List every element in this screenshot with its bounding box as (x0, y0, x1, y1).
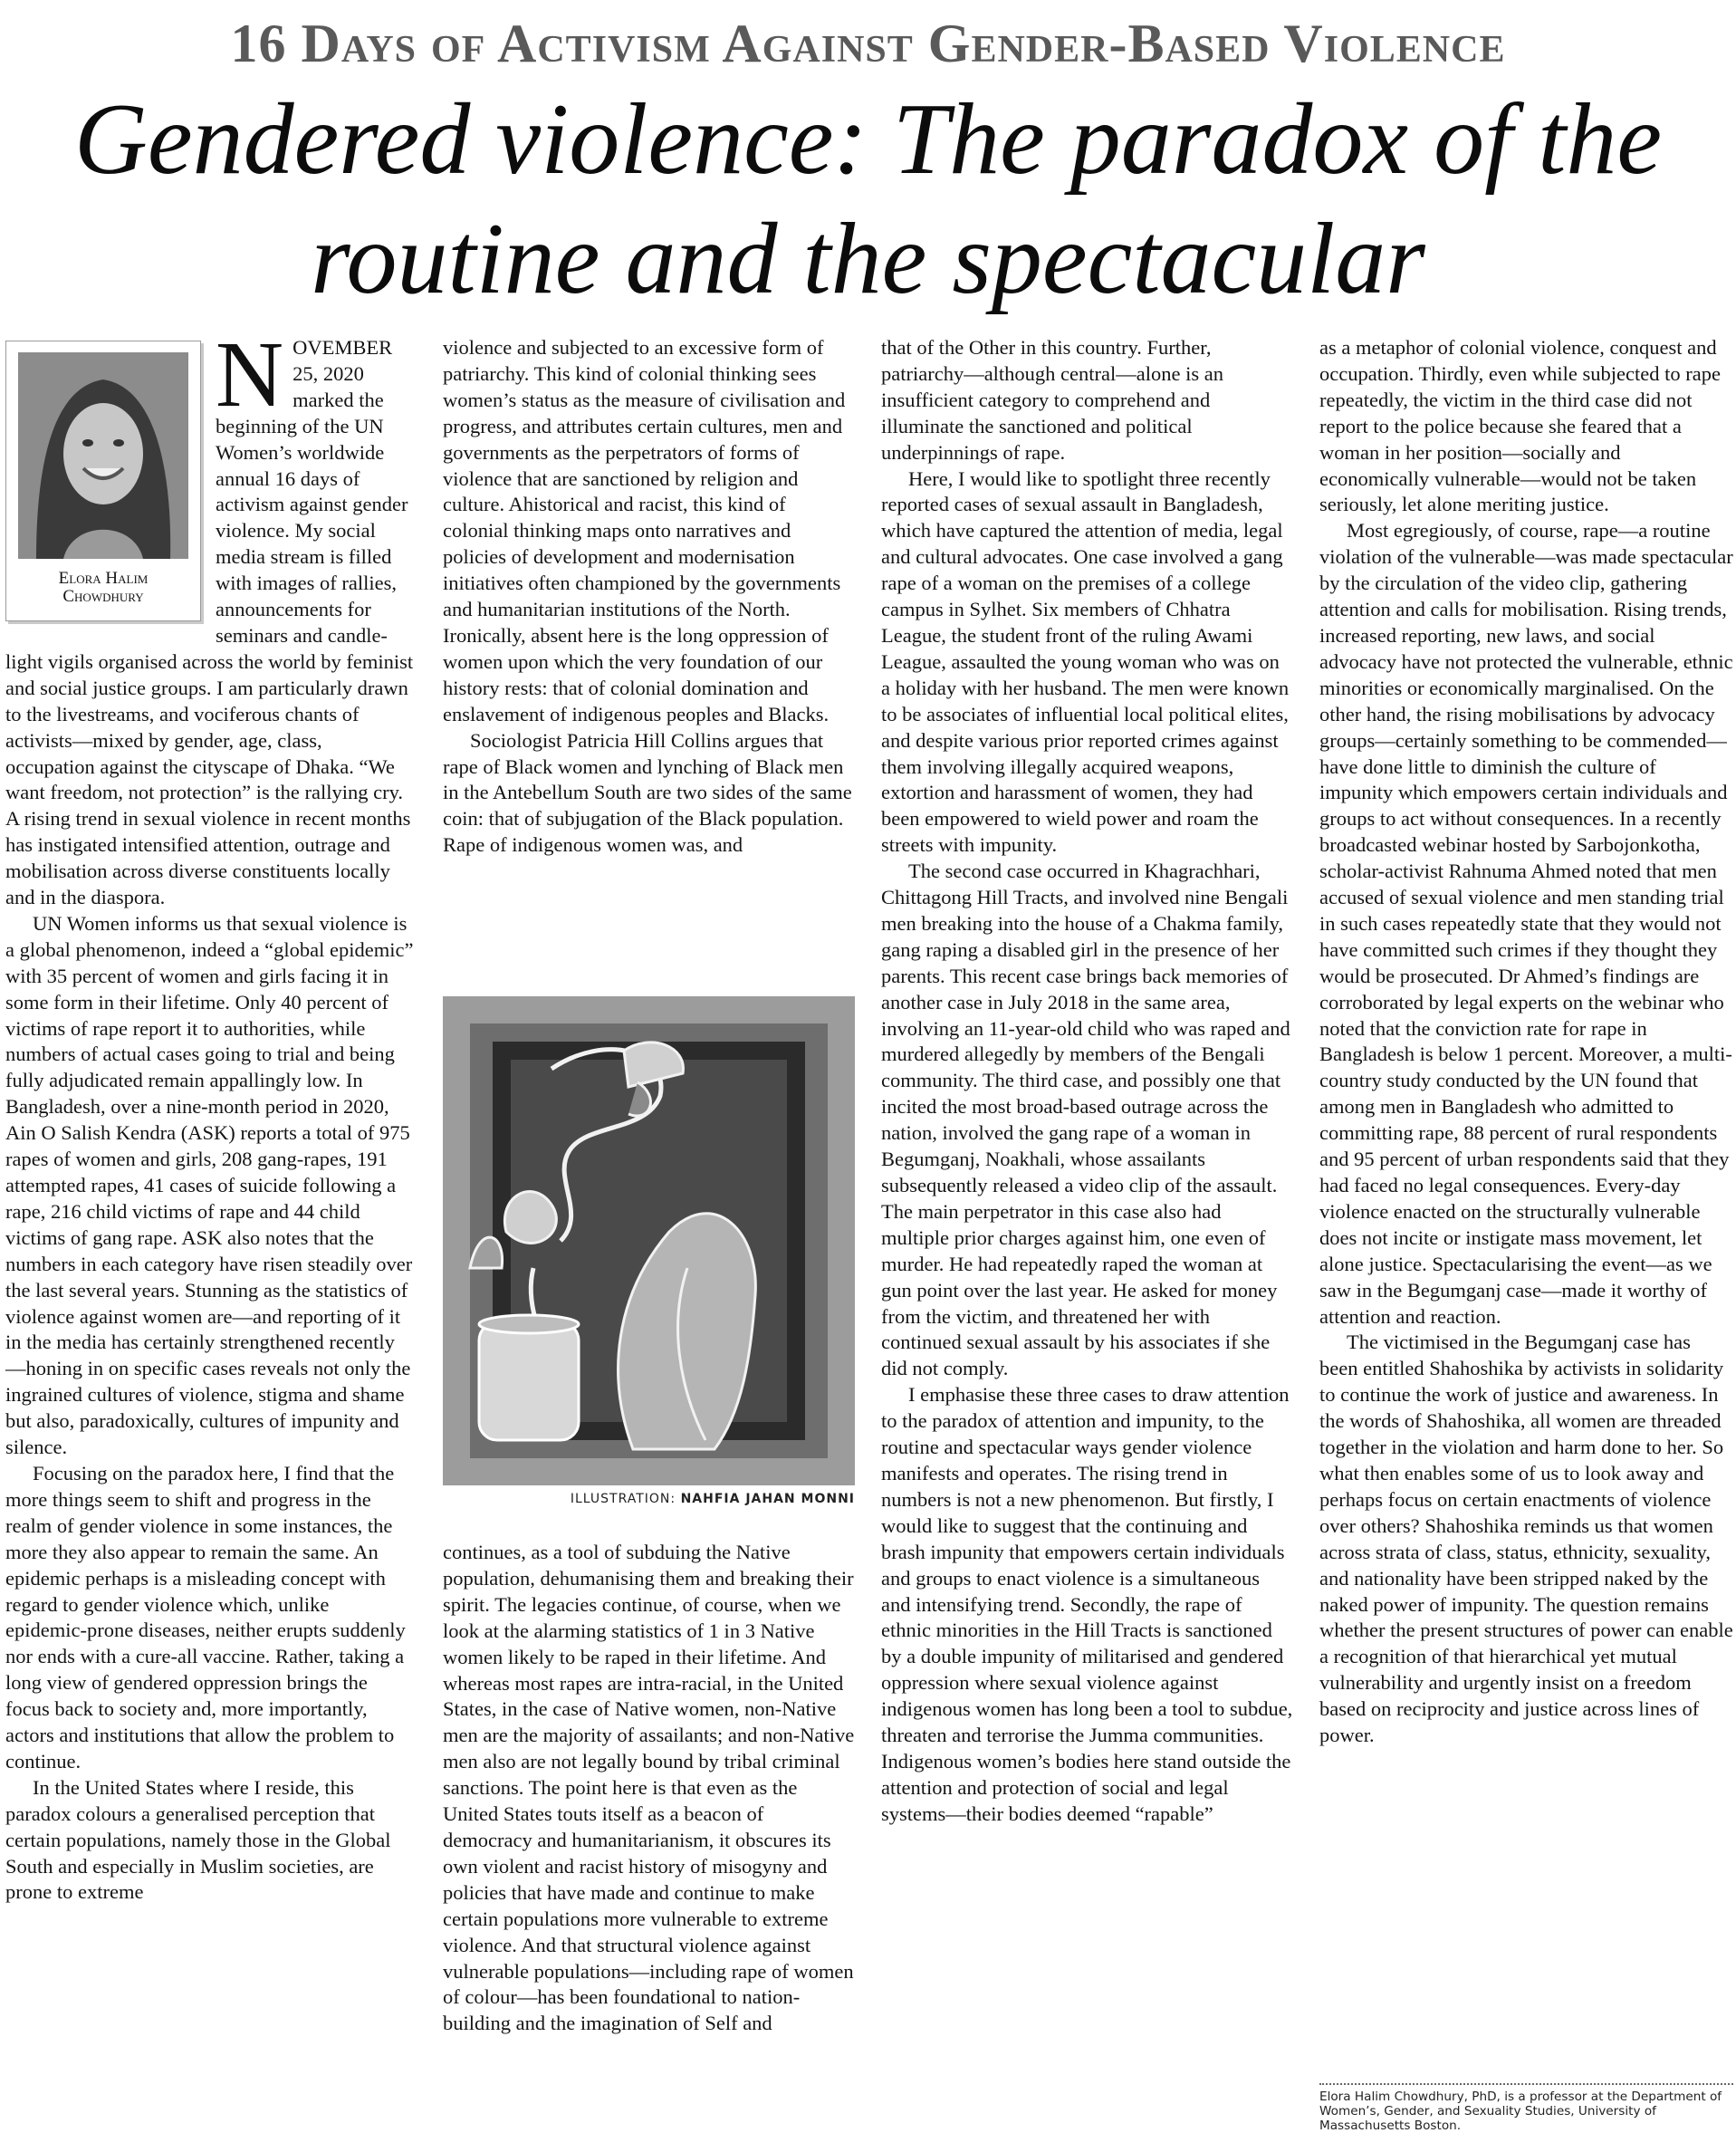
paragraph: that of the Other in this country. Further, patriarchy—although central—alone is an insufficient category to comprehend and illuminate the sanctioned and political underpinnings of rape. (881, 336, 1223, 464)
paragraph-text: OVEMBER 25, 2020 marked the beginning of the UN Women’s worldwide annual 16 days of activism against gender violence. My social media stream is filled with images of rallies, announcements for seminars and candle-light vigils organised across the world by feminist and social justice groups. I am particularly drawn to the livestreams, and vociferous chants of activists—mixed by gender, age, class, occupation against the cityscape of Dhaka. “We want freedom, not protection” is the rallying cry. A rising trend in sexual violence in recent months has instigated intensified attention, outrage and mobilisation across diverse constituents locally and in the diaspora. (5, 336, 414, 909)
headline: Gendered violence: The paradox of the routine and the spectacular (73, 83, 1663, 315)
paragraph: Most egregiously, of course, rape—a routine violation of the vulnerable—was made spectacular by the circulation of the video clip, gathering attention and calls for mobilisation. Rising trends, increased reporting, new laws, and social advocacy have not protected the vulnerable, ethnic minorities or economically marginalised. On the other hand, the rising mobilisations by advocacy groups—certainly something to be commended—have done little to diminish the culture of impunity which empowers certain individuals and groups to act without consequences. In a recently broadcasted webinar hosted by Sarbojonkotha, scholar-activist Rahnuma Ahmed noted that men accused of sexual violence and men standing trial in such cases repeatedly state that they would not have committed such crimes if they thought they would be prosecuted. Dr Ahmed’s findings are corroborated by legal experts on the webinar who noted that the conviction rate for rape in Bangladesh is below 1 percent. Moreover, a multi-country study conducted by the UN found that among men in Bangladesh who admitted to committing rape, 88 percent of rural respondents and 95 percent of urban respondents said that they had faced no legal consequences. Every-day violence enacted on the structurally vulnerable does not incite or instigate mass movement, let alone justice. Spectacularising the event—as we saw in the Begumganj case—made it worthy of attention and reaction. (1319, 519, 1733, 1328)
article-column-4 (1319, 335, 1733, 1749)
section-kicker: 16 Days of Activism Against Gender-Based Violence (230, 14, 1506, 73)
paragraph: Focusing on the paradox here, I find that the more things seem to shift and progress in the realm of gender violence in some instances, the more they also appear to remain the same. An epidemic perhaps is a misleading concept with regard to gender violence which, unlike epidemic-prone diseases, neither erupts suddenly nor ends with a cure-all vaccine. Rather, taking a long view of gendered oppression brings the focus back to society and, more importantly, actors and institutions that allow the problem to continue. (5, 1461, 406, 1773)
author-name-line2: Chowdhury (62, 587, 144, 606)
paragraph: In the United States where I reside, this paradox colours a generalised perception that certain populations, namely those in the Global South and especially in Muslim societies, are prone to extreme (5, 1775, 391, 1904)
illustration-artwork (443, 996, 855, 1485)
paragraph: violence and subjected to an excessive form of patriarchy. This kind of colonial thinking sees women’s status as the measure of civilisation and progress, and attributes certain cultures, men and governments as the perpetrators of forms of violence that are sanctioned by religion and culture. Ahistorical and racist, this kind of colonial thinking maps onto narratives and policies of development and modernisation initiatives often championed by the governments and humanitarian institutions of the North. Ironically, absent here is the long oppression of women upon which the very foundation of our history rests: that of colonial domination and enslavement of indigenous peoples and Blacks. (443, 336, 846, 725)
paragraph: The second case occurred in Khagrachhari, Chittagong Hill Tracts, and involved nine Bengali men breaking into the house of a Chakma family, gang raping a disabled girl in the presence of her parents. This recent case brings back memories of another case in July 2018 in the same area, involving an 11-year-old child who was raped and murdered allegedly by members of the Bengali community. The third case, and possibly one that incited the most broad-based outrage across the nation, involved the gang rape of a woman in Begumganj, Noakhali, whose assailants subsequently released a video clip of the assault. The main perpetrator in this case also had multiple prior charges against him, one even of murder. He had repeatedly raped the woman at gun point over the last year. He asked for money from the victim, and threatened her with continued sexual assault by his associates if she did not comply. (881, 860, 1290, 1380)
author-bio: Elora Halim Chowdhury, PhD, is a professor at the Department of Women’s, Gender, and Sexuality Studies, University of Massachusetts Boston. (1319, 2090, 1722, 2133)
illustration (443, 996, 855, 1485)
paragraph: UN Women informs us that sexual violence is a global phenomenon, indeed a “global epidemic” with 35 percent of women and girls facing it in some form in their lifetime. Only 40 percent of victims of rape report it to authorities, while numbers of actual cases going to trial and being fully adjudicated remain appallingly low. In Bangladesh, over a nine-month period in 2020, Ain O Salish Kendra (ASK) reports a total of 975 rapes of women and girls, 208 gang-rapes, 191 attempted rapes, 41 cases of suicide following a rape, 216 child victims of rape and 44 child victims of gang rape. ASK also notes that the numbers in each category have risen steadily over the last several years. Stunning as the statistics of violence against women are—and reporting of it in the media has certainly strengthened recently—honing in on specific cases reveals not only the ingrained cultures of violence, stigma and shame but also, paradoxically, cultures of impunity and silence. (5, 911, 414, 1459)
credit-label: ILLUSTRATION: (570, 1492, 676, 1506)
drop-cap: N (216, 322, 284, 427)
author-box (5, 341, 201, 621)
article-column-3 (881, 335, 1293, 1828)
paragraph: as a metaphor of colonial violence, conquest and occupation. Thirdly, even while subjected to rape repeatedly, the victim in the third case did not report to the police because she feared that a woman in her position—socially and economically vulnerable—would not be taken seriously, let alone meriting justice. (1319, 336, 1721, 516)
paragraph: Sociologist Patricia Hill Collins argues that rape of Black women and lynching of Black men in the Antebellum South are two sides of the same coin: that of subjugation of the Black population. Rape of indigenous women was, and (443, 728, 852, 857)
paragraph: Here, I would like to spotlight three recently reported cases of sexual assault in Bangladesh, which have captured the attention of media, legal and cultural advocates. One case involved a gang rape of a woman on the premises of a college campus in Sylhet. Six members of Chhatra League, the student front of the ruling Awami League, assaulted the young woman who was on a holiday with her husband. The men were known to be associates of influential local political elites, and despite various prior reported crimes against them involving illegally acquired weapons, extortion and harassment of women, they had been empowered to wield power and roam the streets with impunity. (881, 466, 1290, 857)
paragraph: The victimised in the Begumganj case has been entitled Shahoshika by activists in solidarity to continue the work of justice and awareness. In the words of Shahoshika, all women are threaded together in the violation and harm done to her. So what then enables some of us to look away and perhaps focus on certain enactments of violence over others? Shahoshika reminds us that women across strata of class, status, ethnicity, sexuality, and nationality have been stripped naked by the naked power of impunity. The question remains whether the present structures of power can enable a recognition of that hierarchical yet mutual vulnerability and urgently insist on a freedom based on reciprocity and justice across lines of power. (1319, 1331, 1733, 1747)
paragraph: I emphasise these three cases to draw attention to the paradox of attention and impunity, to the routine and spectacular ways gender violence manifests and operates. The rising trend in numbers is not a new phenomenon. But firstly, I would like to suggest that the continuing and brash impunity that empowers certain individuals and groups to enact violence is a simultaneous and intensifying trend. Secondly, the rape of ethnic minorities in the Hill Tracts is sanctioned by a double impunity of militarised and gendered oppression where sexual violence against indigenous women has long been a tool to subdue, threaten and terrorise the Jumma communities. Indigenous women’s bodies here stand outside the attention and protection of social and legal systems—their bodies deemed “rapable” (881, 1383, 1293, 1825)
paragraph: continues, as a tool of subduing the Native population, dehumanising them and breaking their spirit. The legacies continue, of course, when we look at the alarming statistics of 1 in 3 Native women likely to be raped in their lifetime. And whereas most rapes are intra-racial, in the United States, in the case of Native women, non-Native men are the majority of assailants; and non-Native men also are not legally bound by tribal criminal sanctions. The point here is that even as the United States touts itself as a beacon of democracy and humanitarianism, it obscures its own violent and racist history of misogyny and policies that have made and continue to make certain populations more vulnerable to extreme violence. And that structural violence against vulnerable populations—including rape of women of colour—has been foundational to nation-building and the imagination of Self and (443, 1541, 855, 2035)
illustration-credit (443, 1492, 855, 1506)
bio-divider (1319, 2083, 1733, 2085)
article-column-2-top (443, 335, 855, 859)
author-photo (18, 352, 188, 559)
credit-name: NAHFIA JAHAN MONNI (680, 1492, 855, 1506)
article-column-1 (5, 322, 415, 1906)
author-name (6, 570, 200, 606)
article-column-2-bottom (443, 1540, 855, 2037)
author-name-line1: Elora Halim (58, 569, 149, 588)
